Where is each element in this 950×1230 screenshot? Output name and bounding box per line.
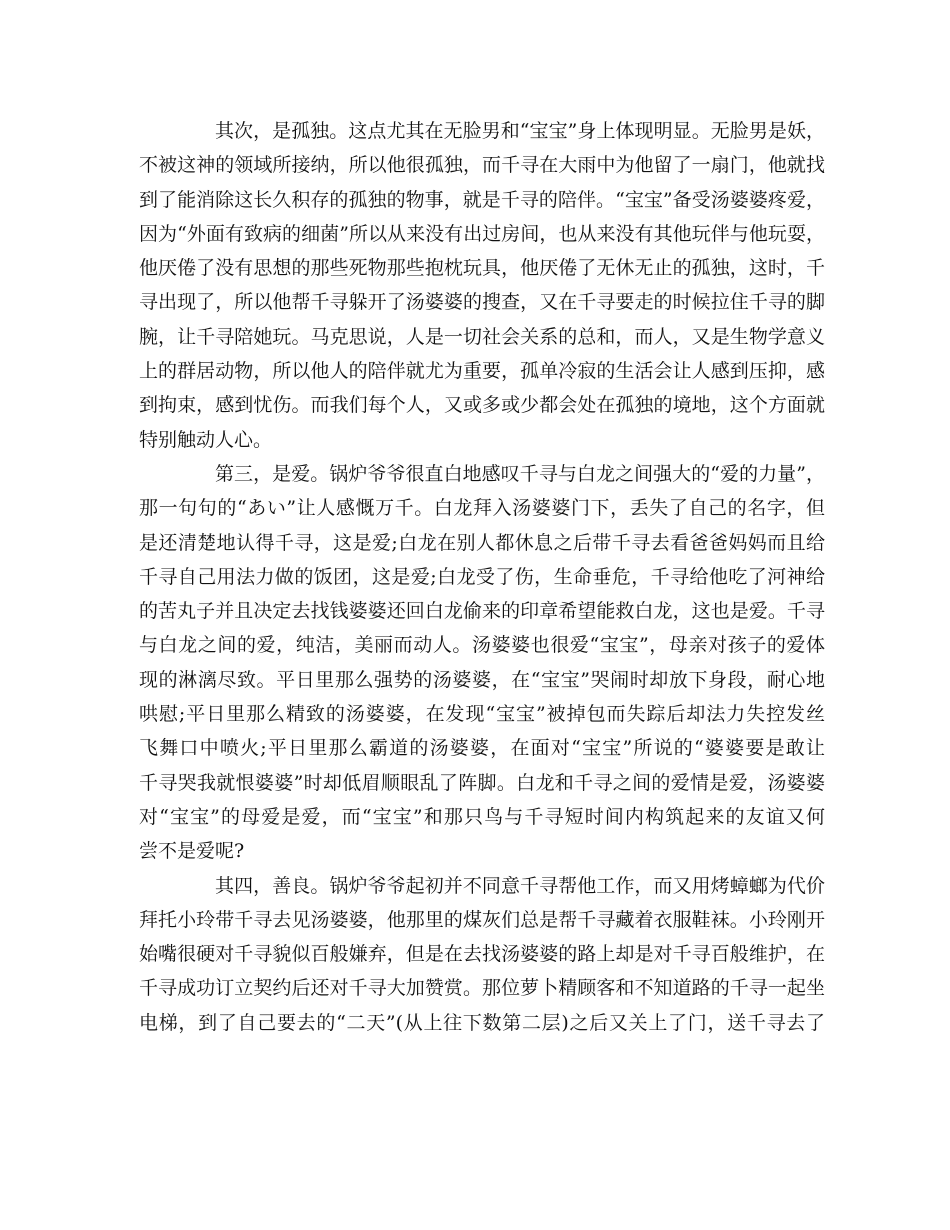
text-line: 电梯，到了自己要去的“二天”(从上往下数第二层)之后又关上了门，送千寻去了: [139, 1011, 825, 1034]
text-line: 拜托小玲带千寻去见汤婆婆，他那里的煤灰们总是帮千寻藏着衣服鞋袜。小玲刚开: [139, 908, 825, 931]
text-line: 其次，是孤独。这点尤其在无脸男和“宝宝”身上体现明显。无脸男是妖，: [215, 120, 825, 142]
text-line: 到拘束，感到忧伤。而我们每个人，又或多或少都会处在孤独的境地，这个方面就: [139, 394, 825, 417]
text-line: 那一句句的“あい”让人感慨万千。白龙拜入汤婆婆门下，丢失了自己的名字，但: [139, 497, 825, 520]
text-line: 他厌倦了没有思想的那些死物那些抱枕玩具，他厌倦了无休无止的孤独，这时，千: [139, 257, 825, 280]
text-line: 寻出现了，所以他帮千寻躲开了汤婆婆的搜查，又在千寻要走的时候拉住千寻的脚: [139, 291, 825, 314]
text-line: 对“宝宝”的母爱是爱，而“宝宝”和那只鸟与千寻短时间内构筑起来的友谊又何: [139, 805, 825, 828]
text-line: 腕，让千寻陪她玩。马克思说，人是一切社会关系的总和，而人，又是生物学意义: [139, 325, 825, 348]
text-line: 其四，善良。锅炉爷爷起初并不同意千寻帮他工作，而又用烤蟑螂为代价: [215, 874, 825, 897]
text-line: 千寻自己用法力做的饭团，这是爱;白龙受了伤，生命垂危，千寻给他吃了河神给: [139, 565, 825, 588]
text-line: 是还清楚地认得千寻，这是爱;白龙在别人都休息之后带千寻去看爸爸妈妈而且给: [139, 531, 825, 554]
paragraph-kindness: [139, 869, 825, 1040]
paragraph-love: [139, 457, 825, 869]
text-line: 第三，是爱。锅炉爷爷很直白地感叹千寻与白龙之间强大的“爱的力量”，: [215, 462, 825, 485]
text-line: 不被这神的领域所接纳，所以他很孤独，而千寻在大雨中为他留了一扇门，他就找: [139, 154, 825, 177]
text-line: 的苦丸子并且决定去找钱婆婆还回白龙偷来的印章希望能救白龙，这也是爱。千寻: [139, 600, 825, 623]
text-line: 哄慰;平日里那么精致的汤婆婆，在发现“宝宝”被掉包而失踪后却法力失控发丝: [139, 703, 825, 726]
text-line: 因为“外面有致病的细菌”所以从来没有出过房间，也从来没有其他玩伴与他玩耍，: [139, 222, 825, 245]
text-line: 尝不是爱呢?: [139, 840, 245, 863]
text-line: 始嘴很硬对千寻貌似百般嫌弃，但是在去找汤婆婆的路上却是对千寻百般维护，在: [139, 943, 825, 966]
text-line: 到了能消除这长久积存的孤独的物事，就是千寻的陪伴。“宝宝”备受汤婆婆疼爱，: [139, 188, 825, 211]
text-line: 上的群居动物，所以他人的陪伴就尤为重要，孤单冷寂的生活会让人感到压抑，感: [139, 360, 825, 383]
text-line: 现的淋漓尽致。平日里那么强势的汤婆婆，在“宝宝”哭闹时却放下身段，耐心地: [139, 668, 825, 691]
paragraph-loneliness: [139, 114, 825, 457]
text-line: 特别触动人心。: [139, 428, 273, 451]
text-line: 飞舞口中喷火;平日里那么霸道的汤婆婆，在面对“宝宝”所说的“婆婆要是敢让: [139, 737, 825, 760]
text-line: 千寻成功订立契约后还对千寻大加赞赏。那位萝卜精顾客和不知道路的千寻一起坐: [139, 977, 825, 1000]
text-line: 与白龙之间的爱，纯洁，美丽而动人。汤婆婆也很爱“宝宝”，母亲对孩子的爱体: [139, 634, 825, 657]
text-line: 千寻哭我就恨婆婆”时却低眉顺眼乱了阵脚。白龙和千寻之间的爱情是爱，汤婆婆: [139, 771, 825, 794]
body-text: [139, 114, 825, 1040]
